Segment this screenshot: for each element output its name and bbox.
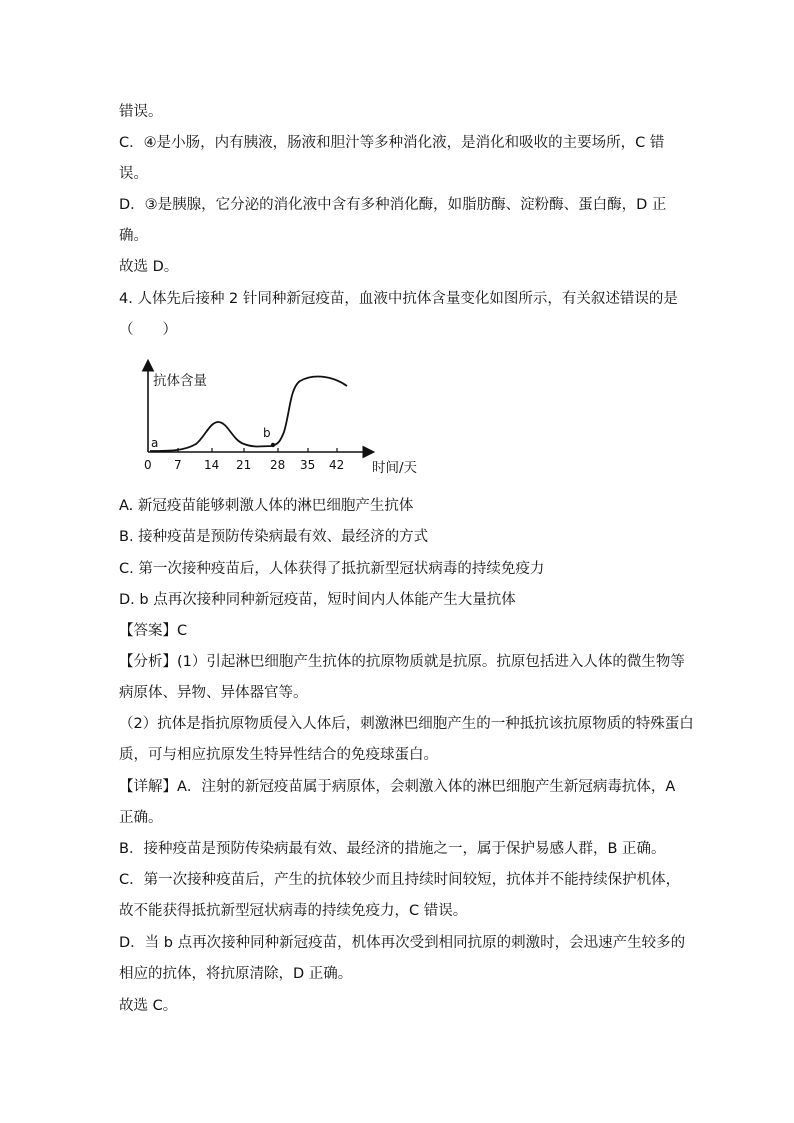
answer-line: 【答案】C [119,623,188,639]
option-c: C. 第一次接种疫苗后，人体获得了抵抗新型冠状病毒的持续免疫力 [119,561,545,577]
x-tick-label: 14 [204,458,220,472]
point-b-label: b [263,426,271,440]
text-line: 故选 D。 [119,259,179,275]
answer-brackets: （ ） [119,322,177,338]
explanation-line: 【详解】A．注射的新冠疫苗属于病原体，会刺激入体的淋巴细胞产生新冠病毒抗体，A [119,779,676,795]
option-a: A. 新冠疫苗能够刺激人体的淋巴细胞产生抗体 [119,498,414,514]
x-tick-label: 0 [144,458,152,472]
x-tick-label: 28 [270,458,286,472]
text-line: D．③是胰腺，它分泌的消化液中含有多种消化酶，如脂肪酶、淀粉酶、蛋白酶，D 正 [119,197,667,213]
antibody-curve-figure [140,358,440,478]
option-b: B. 接种疫苗是预防传染病最有效、最经济的方式 [119,529,429,545]
text-line: 正确。 [119,810,163,826]
text-line: 错误。 [119,104,163,120]
x-tick-label: 42 [329,458,345,472]
text-line: （2）抗体是指抗原物质侵入人体后，刺激淋巴细胞产生的一种抵抗该抗原物质的特殊蛋白 [119,716,694,732]
point-a-label: a [151,436,159,450]
text-line: 故选 C。 [119,998,178,1014]
x-tick-label: 7 [174,458,182,472]
text-line: 病原体、异物、异体器官等。 [119,685,308,701]
x-tick-label: 21 [236,458,252,472]
x-axis-label: 时间/天 [372,460,418,476]
y-axis-label: 抗体含量 [153,373,207,389]
x-tick-label: 35 [300,458,316,472]
analysis-line: 【分析】(1）引起淋巴细胞产生抗体的抗原物质就是抗原。抗原包括进入人体的微生物等 [119,654,685,670]
text-line: 相应的抗体，将抗原清除，D 正确。 [119,966,353,982]
text-line: 故不能获得抵抗新型冠状病毒的持续免疫力，C 错误。 [119,903,468,919]
text-line: C．第一次接种疫苗后，产生的抗体较少而且持续时间较短，抗体并不能持续保护机体， [119,872,681,888]
text-line: 误。 [119,166,148,182]
question-stem: 4. 人体先后接种 2 针同种新冠疫苗，血液中抗体含量变化如图所示，有关叙述错误的是 [119,291,678,307]
text-line: D．当 b 点再次接种同种新冠疫苗，机体再次受到相同抗原的刺激时，会迅速产生较多的 [119,935,686,951]
option-d: D. b 点再次接种同种新冠疫苗，短时间内人体能产生大量抗体 [119,592,516,608]
text-line: C．④是小肠，内有胰液，肠液和胆汁等多种消化液，是消化和吸收的主要场所，C 错 [119,135,665,151]
text-line: B．接种疫苗是预防传染病最有效、最经济的措施之一，属于保护易感人群，B 正确。 [119,841,666,857]
text-line: 确。 [119,228,148,244]
text-line: 质，可与相应抗原发生特异性结合的免疫球蛋白。 [119,747,438,763]
point-b-marker [271,443,275,447]
